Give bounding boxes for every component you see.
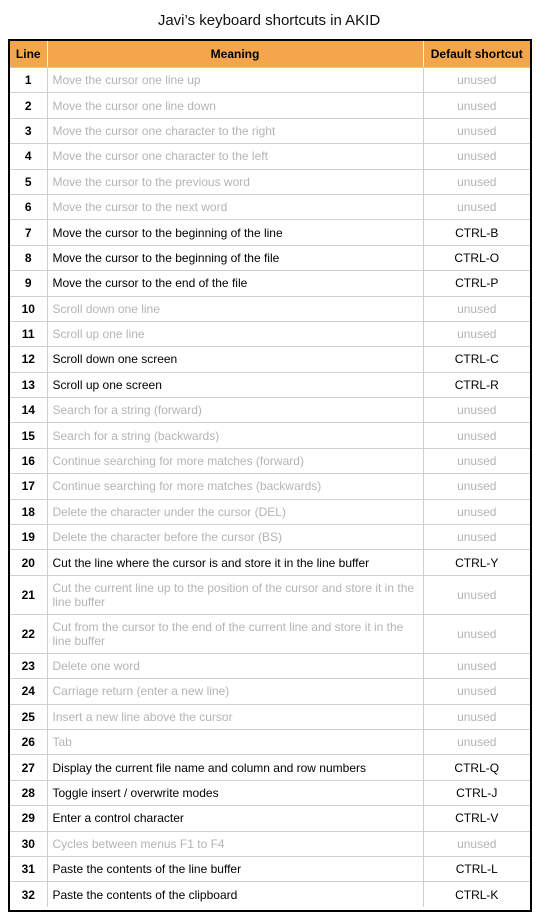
- row-shortcut: unused: [423, 118, 530, 143]
- table-row: [10, 271, 530, 296]
- row-line-number: 22: [10, 614, 47, 653]
- row-shortcut: CTRL-O: [423, 245, 530, 270]
- table-row: [10, 321, 530, 346]
- row-line-number: 27: [10, 755, 47, 780]
- table-row: [10, 679, 530, 704]
- row-shortcut: unused: [423, 169, 530, 194]
- table-row: [10, 499, 530, 524]
- table-row: [10, 806, 530, 831]
- column-header-line: Line: [10, 41, 47, 68]
- table-row: [10, 704, 530, 729]
- shortcuts-table: [10, 41, 530, 907]
- row-meaning: Cycles between menus F1 to F4: [47, 831, 423, 856]
- shortcuts-table-container: [8, 39, 532, 912]
- row-meaning: Continue searching for more matches (backwards): [47, 474, 423, 499]
- row-shortcut: unused: [423, 423, 530, 448]
- row-shortcut: unused: [423, 499, 530, 524]
- table-row: [10, 118, 530, 143]
- row-line-number: 18: [10, 499, 47, 524]
- row-line-number: 31: [10, 856, 47, 881]
- row-line-number: 7: [10, 220, 47, 245]
- row-meaning: Search for a string (backwards): [47, 423, 423, 448]
- table-row: [10, 372, 530, 397]
- row-meaning: Paste the contents of the clipboard: [47, 882, 423, 907]
- row-line-number: 8: [10, 245, 47, 270]
- row-line-number: 10: [10, 296, 47, 321]
- row-meaning: Continue searching for more matches (forward): [47, 448, 423, 473]
- row-line-number: 32: [10, 882, 47, 907]
- row-line-number: 17: [10, 474, 47, 499]
- column-header-shortcut: Default shortcut: [423, 41, 530, 68]
- row-meaning: Insert a new line above the cursor: [47, 704, 423, 729]
- table-row: [10, 755, 530, 780]
- row-line-number: 4: [10, 144, 47, 169]
- row-meaning: Display the current file name and column and row numbers: [47, 755, 423, 780]
- row-meaning: Move the cursor to the beginning of the line: [47, 220, 423, 245]
- row-meaning: Move the cursor one character to the right: [47, 118, 423, 143]
- row-shortcut: unused: [423, 653, 530, 678]
- row-line-number: 29: [10, 806, 47, 831]
- row-shortcut: unused: [423, 144, 530, 169]
- row-shortcut: unused: [423, 729, 530, 754]
- row-meaning: Toggle insert / overwrite modes: [47, 780, 423, 805]
- row-line-number: 14: [10, 398, 47, 423]
- row-line-number: 28: [10, 780, 47, 805]
- row-shortcut: unused: [423, 679, 530, 704]
- row-shortcut: unused: [423, 194, 530, 219]
- table-row: [10, 245, 530, 270]
- table-row: [10, 448, 530, 473]
- row-shortcut: unused: [423, 448, 530, 473]
- table-row: [10, 194, 530, 219]
- row-line-number: 3: [10, 118, 47, 143]
- row-meaning: Delete one word: [47, 653, 423, 678]
- row-shortcut: CTRL-J: [423, 780, 530, 805]
- table-row: [10, 398, 530, 423]
- row-meaning: Delete the character before the cursor (BS): [47, 525, 423, 550]
- row-line-number: 5: [10, 169, 47, 194]
- row-meaning: Search for a string (forward): [47, 398, 423, 423]
- row-meaning: Cut the current line up to the position of the cursor and store it in the line buffer: [47, 575, 423, 614]
- row-shortcut: unused: [423, 704, 530, 729]
- row-line-number: 2: [10, 93, 47, 118]
- row-meaning: Scroll up one line: [47, 321, 423, 346]
- row-line-number: 19: [10, 525, 47, 550]
- row-shortcut: CTRL-R: [423, 372, 530, 397]
- table-row: [10, 68, 530, 93]
- row-meaning: Paste the contents of the line buffer: [47, 856, 423, 881]
- row-shortcut: unused: [423, 68, 530, 93]
- table-row: [10, 729, 530, 754]
- row-meaning: Carriage return (enter a new line): [47, 679, 423, 704]
- row-line-number: 20: [10, 550, 47, 575]
- row-line-number: 26: [10, 729, 47, 754]
- row-line-number: 24: [10, 679, 47, 704]
- row-meaning: Move the cursor to the beginning of the file: [47, 245, 423, 270]
- row-shortcut: unused: [423, 614, 530, 653]
- row-shortcut: unused: [423, 575, 530, 614]
- row-meaning: Move the cursor one character to the left: [47, 144, 423, 169]
- row-meaning: Cut from the cursor to the end of the current line and store it in the line buffer: [47, 614, 423, 653]
- row-shortcut: unused: [423, 321, 530, 346]
- row-meaning: Move the cursor one line down: [47, 93, 423, 118]
- row-shortcut: CTRL-C: [423, 347, 530, 372]
- row-shortcut: unused: [423, 398, 530, 423]
- table-body: [10, 68, 530, 907]
- table-row: [10, 653, 530, 678]
- table-row: [10, 831, 530, 856]
- table-row: [10, 856, 530, 881]
- row-shortcut: CTRL-P: [423, 271, 530, 296]
- row-line-number: 9: [10, 271, 47, 296]
- row-meaning: Enter a control character: [47, 806, 423, 831]
- row-meaning: Move the cursor to the previous word: [47, 169, 423, 194]
- column-header-meaning: Meaning: [47, 41, 423, 68]
- row-meaning: Scroll up one screen: [47, 372, 423, 397]
- row-meaning: Scroll down one screen: [47, 347, 423, 372]
- row-line-number: 25: [10, 704, 47, 729]
- row-shortcut: unused: [423, 831, 530, 856]
- table-row: [10, 169, 530, 194]
- table-row: [10, 575, 530, 614]
- page-title: Javi’s keyboard shortcuts in AKID: [157, 12, 381, 29]
- table-row: [10, 296, 530, 321]
- table-row: [10, 614, 530, 653]
- row-meaning: Scroll down one line: [47, 296, 423, 321]
- row-shortcut: CTRL-Q: [423, 755, 530, 780]
- row-shortcut: CTRL-K: [455, 887, 499, 902]
- table-row: [10, 220, 530, 245]
- row-shortcut: unused: [423, 525, 530, 550]
- row-shortcut: unused: [423, 474, 530, 499]
- row-meaning: Delete the character under the cursor (DEL): [47, 499, 423, 524]
- table-row: [10, 144, 530, 169]
- row-meaning: Move the cursor to the next word: [47, 194, 423, 219]
- row-shortcut: unused: [423, 296, 530, 321]
- row-shortcut: CTRL-Y: [423, 550, 530, 575]
- row-line-number: 6: [10, 194, 47, 219]
- row-line-number: 1: [10, 68, 47, 93]
- table-row: [10, 882, 530, 907]
- table-header-row: [10, 41, 530, 68]
- row-shortcut: CTRL-L: [423, 856, 530, 881]
- row-line-number: 30: [10, 831, 47, 856]
- row-line-number: 23: [10, 653, 47, 678]
- table-row: [10, 780, 530, 805]
- row-shortcut: CTRL-B: [423, 220, 530, 245]
- row-meaning: Cut the line where the cursor is and store it in the line buffer: [47, 550, 423, 575]
- row-line-number: 13: [10, 372, 47, 397]
- table-row: [10, 550, 530, 575]
- table-row: [10, 525, 530, 550]
- row-line-number: 21: [10, 575, 47, 614]
- table-row: [10, 474, 530, 499]
- row-line-number: 11: [10, 321, 47, 346]
- row-shortcut: unused: [423, 93, 530, 118]
- row-line-number: 15: [10, 423, 47, 448]
- row-meaning: Move the cursor one line up: [47, 68, 423, 93]
- table-row: [10, 423, 530, 448]
- row-line-number: 12: [10, 347, 47, 372]
- row-meaning: Move the cursor to the end of the file: [47, 271, 423, 296]
- row-meaning: Tab: [47, 729, 423, 754]
- table-row: [10, 93, 530, 118]
- row-shortcut: CTRL-V: [423, 806, 530, 831]
- row-line-number: 16: [10, 448, 47, 473]
- table-row: [10, 347, 530, 372]
